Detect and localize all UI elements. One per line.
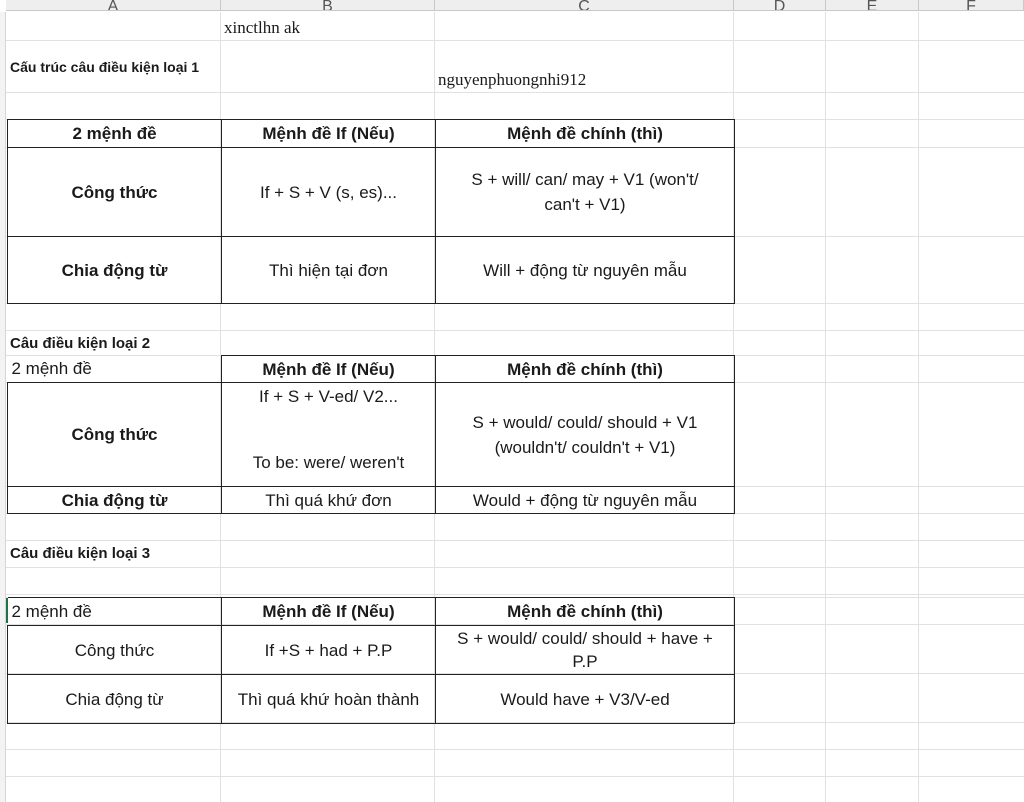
- table-row: [8, 237, 735, 304]
- header-cell-main-clause[interactable]: Mệnh đề chính (thì): [436, 356, 735, 383]
- header-cell-main-clause[interactable]: Mệnh đề chính (thì): [436, 598, 735, 626]
- gridline: [6, 749, 1024, 750]
- table-row: [8, 626, 735, 675]
- table-conditional-type2: [7, 355, 735, 514]
- gridline: [6, 594, 1024, 595]
- cell-main-formula[interactable]: [436, 383, 735, 487]
- cell-if-tense[interactable]: Thì quá khứ hoàn thành: [222, 675, 436, 724]
- table-row: [8, 487, 735, 514]
- cell-line: P.P: [572, 652, 598, 671]
- gridline: [825, 12, 826, 802]
- cell-line: (wouldn't/ couldn't + V1): [494, 437, 676, 457]
- cell-if-formula[interactable]: [222, 383, 436, 487]
- header-cell-if-clause[interactable]: Mệnh đề If (Nếu): [222, 598, 436, 626]
- cell-main-formula[interactable]: [436, 148, 735, 237]
- gridline: [6, 92, 1024, 93]
- cell-main-formula[interactable]: [436, 626, 735, 675]
- column-header-c[interactable]: [435, 0, 734, 11]
- table-header-row: [8, 598, 735, 626]
- header-cell-clauses[interactable]: 2 mệnh đề: [8, 120, 222, 148]
- row-label-verb-tense[interactable]: Chia động từ: [8, 675, 222, 724]
- cell-line: If + S + V-ed/ V2...: [259, 387, 398, 406]
- cell-line: can't + V1): [544, 195, 626, 214]
- gridline: [6, 40, 1024, 41]
- cell-main-tense[interactable]: Will + động từ nguyên mẫu: [436, 237, 735, 304]
- column-header-e[interactable]: [826, 0, 919, 11]
- row-label-formula[interactable]: Công thức: [8, 626, 222, 675]
- gridline: [6, 776, 1024, 777]
- gridline: [6, 567, 1024, 568]
- cell-line: S + would/ could/ should + have +: [457, 629, 713, 648]
- cell-if-formula[interactable]: If +S + had + P.P: [222, 626, 436, 675]
- column-header-label: C: [578, 0, 590, 11]
- header-cell-main-clause[interactable]: Mệnh đề chính (thì): [436, 120, 735, 148]
- cell-section2-title[interactable]: Câu điều kiện loại 2: [10, 335, 151, 352]
- table-conditional-type1: [7, 119, 735, 304]
- header-cell-if-clause[interactable]: Mệnh đề If (Nếu): [222, 356, 436, 383]
- cell-main-tense[interactable]: Would have + V3/V-ed: [436, 675, 735, 724]
- cell-main-tense[interactable]: Would + động từ nguyên mẫu: [436, 487, 735, 514]
- table-conditional-type3: [7, 597, 735, 724]
- column-header-label: D: [773, 0, 786, 11]
- active-cell-indicator: [6, 598, 8, 623]
- column-header-label: E: [866, 0, 878, 11]
- gridline: [918, 12, 919, 802]
- row-label-verb-tense[interactable]: Chia động từ: [8, 237, 222, 304]
- header-cell-clauses[interactable]: 2 mệnh đề: [8, 598, 222, 626]
- row-label-formula[interactable]: Công thức: [8, 148, 222, 237]
- table-header-row: [8, 356, 735, 383]
- row-label-formula[interactable]: Công thức: [8, 383, 222, 487]
- column-header-label: F: [966, 0, 976, 11]
- column-header-label: A: [107, 0, 119, 11]
- cell-line: S + would/ could/ should + V1: [472, 412, 698, 432]
- column-header-b[interactable]: [221, 0, 435, 11]
- row-label-verb-tense[interactable]: Chia động từ: [8, 487, 222, 514]
- header-cell-if-clause[interactable]: Mệnh đề If (Nếu): [222, 120, 436, 148]
- cell-section3-title[interactable]: Câu điều kiện loại 3: [10, 545, 151, 562]
- cell-if-formula[interactable]: If + S + V (s, es)...: [222, 148, 436, 237]
- cell-if-tense[interactable]: Thì quá khứ đơn: [222, 487, 436, 514]
- cell-if-tense[interactable]: Thì hiện tại đơn: [222, 237, 436, 304]
- column-header-d[interactable]: [734, 0, 826, 11]
- table-header-row: [8, 120, 735, 148]
- cell-line: S + will/ can/ may + V1 (won't/: [471, 170, 699, 189]
- column-header-f[interactable]: [919, 0, 1024, 11]
- column-header-a[interactable]: [6, 0, 221, 11]
- table-row: [8, 383, 735, 487]
- cell-c2[interactable]: nguyenphuongnhi912: [438, 70, 587, 89]
- gridline: [6, 330, 1024, 331]
- column-header-label: B: [322, 0, 333, 11]
- table-row: [8, 675, 735, 724]
- cell-a2-title[interactable]: Cấu trúc câu điều kiện loại 1: [10, 59, 200, 75]
- row-header-strip[interactable]: [0, 12, 6, 802]
- table-row: [8, 148, 735, 237]
- cell-line: To be: were/ weren't: [252, 453, 405, 472]
- cell-b1[interactable]: xinctlhn ak: [224, 18, 301, 37]
- gridline: [6, 540, 1024, 541]
- header-cell-clauses[interactable]: 2 mệnh đề: [8, 356, 222, 383]
